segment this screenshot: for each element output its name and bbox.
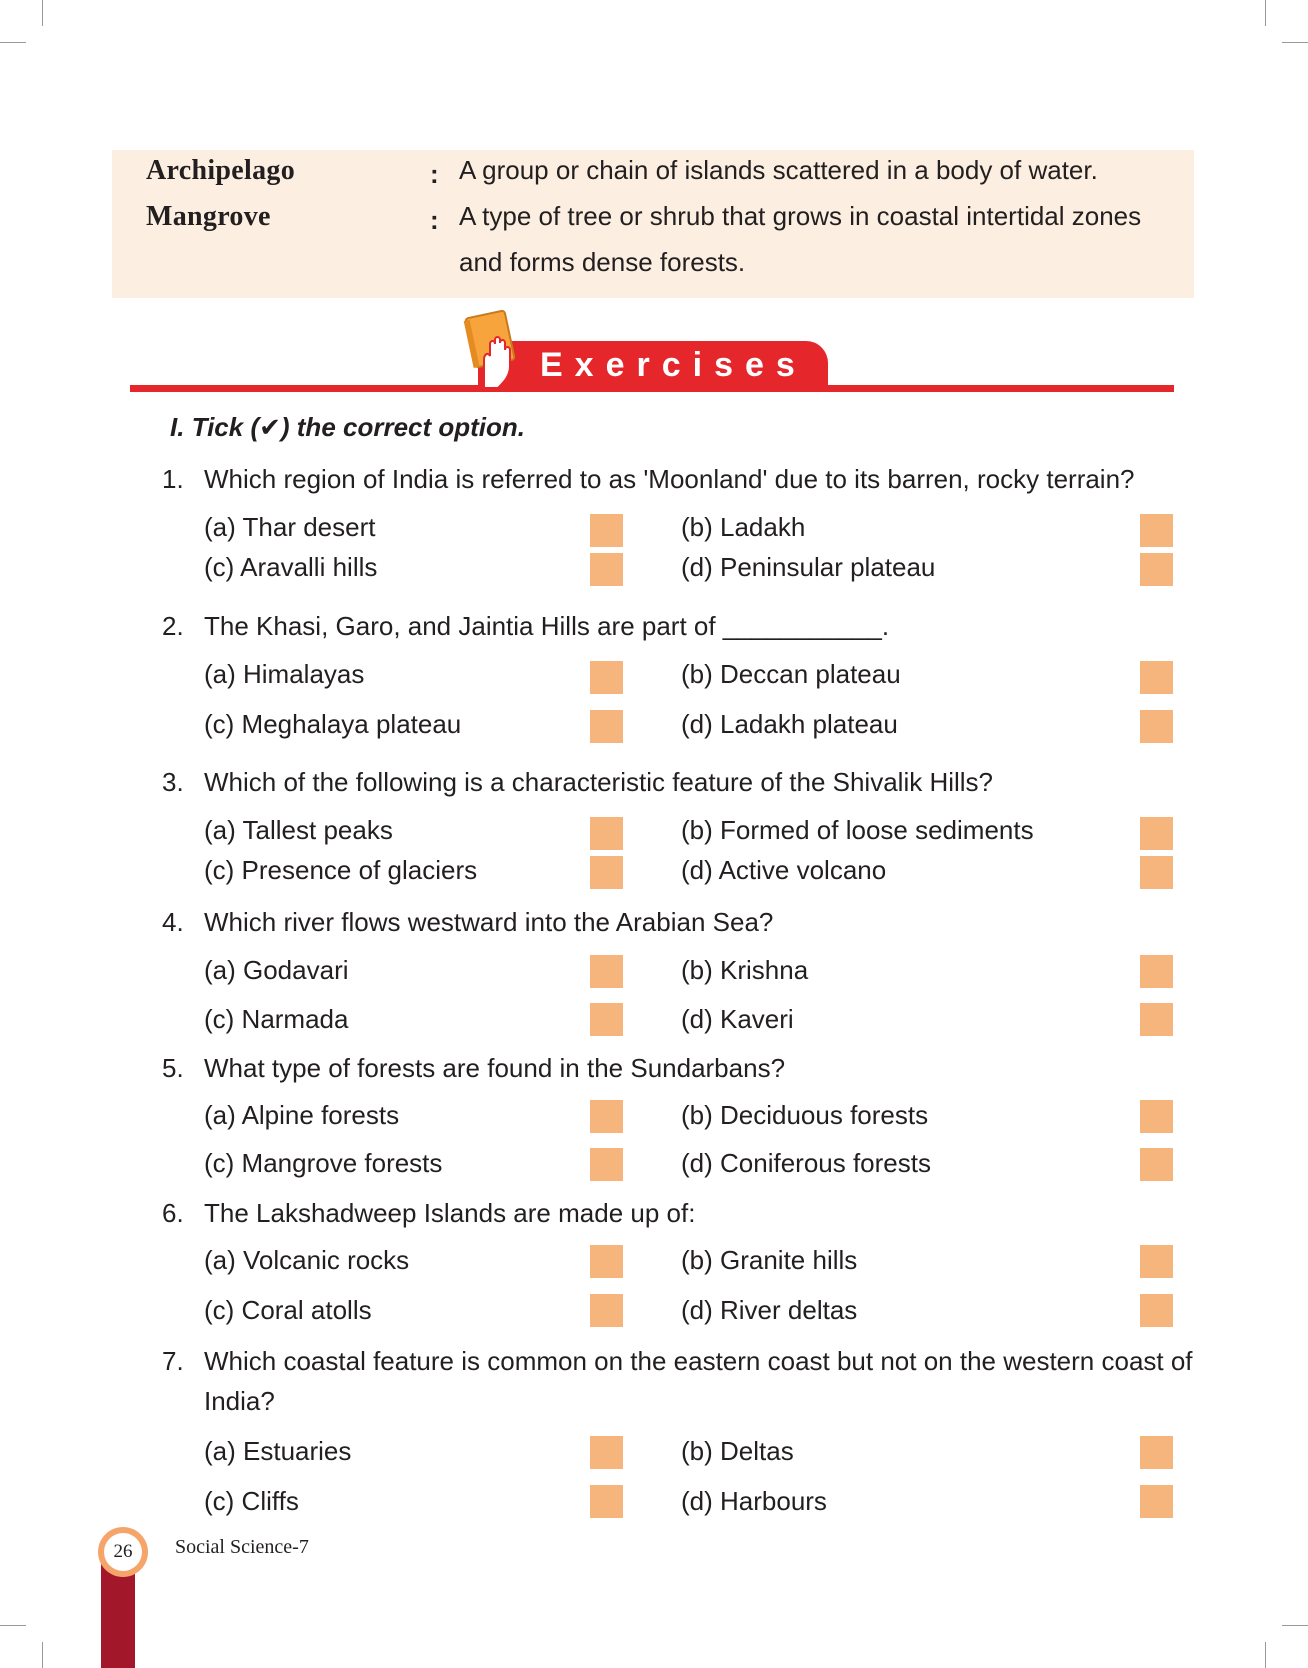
option-label: (c) Coral atolls: [204, 1295, 372, 1325]
question-text: Which coastal feature is common on the eastern coast but not on the western coast of India?: [204, 1346, 1193, 1416]
crop-mark: [1265, 1642, 1266, 1668]
option-checkbox[interactable]: [1140, 856, 1173, 889]
crop-mark: [1265, 0, 1266, 26]
option-checkbox[interactable]: [1140, 817, 1173, 850]
option-checkbox[interactable]: [590, 1485, 623, 1518]
glossary-colon: :: [430, 159, 439, 189]
option-label: (a) Godavari: [204, 955, 349, 985]
option-checkbox[interactable]: [590, 1294, 623, 1327]
option-checkbox[interactable]: [590, 1245, 623, 1278]
page-number-badge: [98, 1527, 148, 1577]
option-label: (b) Granite hills: [681, 1245, 858, 1275]
option-checkbox[interactable]: [590, 817, 623, 850]
option-label: (c) Narmada: [204, 1004, 349, 1034]
option-label: (a) Tallest peaks: [204, 815, 393, 845]
crop-mark: [42, 0, 43, 26]
option-label: (b) Deccan plateau: [681, 659, 901, 689]
glossary-colon: :: [430, 205, 439, 235]
option-label: (b) Ladakh: [681, 512, 806, 542]
option-label: (d) Active volcano: [681, 855, 887, 885]
option-label: (a) Estuaries: [204, 1436, 352, 1466]
option-label: (d) Peninsular plateau: [681, 552, 936, 582]
option-checkbox[interactable]: [1140, 1245, 1173, 1278]
option-checkbox[interactable]: [1140, 514, 1173, 547]
option-checkbox[interactable]: [590, 1148, 623, 1181]
instruction: I. Tick (✔) the correct option.: [170, 412, 526, 442]
option-label: (a) Alpine forests: [204, 1100, 400, 1130]
book-title: Social Science-7: [175, 1536, 309, 1558]
question-number: 2.: [162, 611, 184, 641]
glossary-definition: A type of tree or shrub that grows in coastal intertidal zones and forms dense forests.: [459, 201, 1142, 277]
glossary-box: [112, 150, 1194, 298]
question-text: Which river flows westward into the Arabian Sea?: [204, 907, 774, 937]
question-number: 4.: [162, 907, 184, 937]
crop-mark: [1282, 42, 1308, 43]
question-text: Which region of India is referred to as 'Moonland' due to its barren, rocky terrain?: [204, 464, 1135, 494]
question-text: Which of the following is a characteristic feature of the Shivalik Hills?: [204, 767, 994, 797]
option-checkbox[interactable]: [590, 1003, 623, 1036]
option-checkbox[interactable]: [590, 514, 623, 547]
page-number: 26: [104, 1533, 142, 1571]
option-label: (a) Volcanic rocks: [204, 1245, 410, 1275]
option-checkbox[interactable]: [590, 1100, 623, 1133]
option-label: (d) River deltas: [681, 1295, 858, 1325]
option-checkbox[interactable]: [1140, 661, 1173, 694]
option-label: (a) Thar desert: [204, 512, 376, 542]
option-checkbox[interactable]: [1140, 553, 1173, 586]
crop-mark: [1282, 1625, 1308, 1626]
option-checkbox[interactable]: [1140, 1485, 1173, 1518]
crop-mark: [0, 1625, 26, 1626]
option-checkbox[interactable]: [590, 661, 623, 694]
option-label: (b) Formed of loose sediments: [681, 815, 1034, 845]
option-label: (c) Cliffs: [204, 1486, 299, 1516]
glossary-term: Mangrove: [146, 201, 271, 232]
question-number: 1.: [162, 464, 184, 494]
option-checkbox[interactable]: [590, 856, 623, 889]
glossary-term: Archipelago: [146, 155, 296, 186]
option-label: (d) Ladakh plateau: [681, 709, 898, 739]
option-checkbox[interactable]: [1140, 1436, 1173, 1469]
option-label: (d) Harbours: [681, 1486, 827, 1516]
option-label: (b) Deltas: [681, 1436, 794, 1466]
crop-mark: [0, 42, 26, 43]
glossary-definition: A group or chain of islands scattered in a body of water.: [459, 155, 1098, 185]
option-checkbox[interactable]: [590, 1436, 623, 1469]
option-label: (a) Himalayas: [204, 659, 365, 689]
hand-book-icon: [462, 310, 530, 390]
option-label: (c) Presence of glaciers: [204, 855, 478, 885]
question-number: 3.: [162, 767, 184, 797]
question-text: The Lakshadweep Islands are made up of:: [204, 1198, 696, 1228]
option-checkbox[interactable]: [590, 955, 623, 988]
question-number: 5.: [162, 1053, 184, 1083]
option-checkbox[interactable]: [1140, 1003, 1173, 1036]
question-text: What type of forests are found in the Sundarbans?: [204, 1053, 786, 1083]
option-checkbox[interactable]: [1140, 1100, 1173, 1133]
option-checkbox[interactable]: [590, 553, 623, 586]
option-checkbox[interactable]: [1140, 955, 1173, 988]
option-label: (b) Krishna: [681, 955, 809, 985]
option-checkbox[interactable]: [1140, 1148, 1173, 1181]
question-number: 7.: [162, 1346, 184, 1376]
option-label: (b) Deciduous forests: [681, 1100, 929, 1130]
option-checkbox[interactable]: [1140, 710, 1173, 743]
exercises-title: Exercises: [540, 346, 807, 384]
option-checkbox[interactable]: [590, 710, 623, 743]
option-label: (d) Kaveri: [681, 1004, 794, 1034]
question-number: 6.: [162, 1198, 184, 1228]
option-label: (d) Coniferous forests: [681, 1148, 931, 1178]
crop-mark: [42, 1642, 43, 1668]
option-label: (c) Meghalaya plateau: [204, 709, 462, 739]
question-text: The Khasi, Garo, and Jaintia Hills are part of ___________.: [204, 611, 890, 641]
option-checkbox[interactable]: [1140, 1294, 1173, 1327]
option-label: (c) Mangrove forests: [204, 1148, 443, 1178]
option-label: (c) Aravalli hills: [204, 552, 378, 582]
